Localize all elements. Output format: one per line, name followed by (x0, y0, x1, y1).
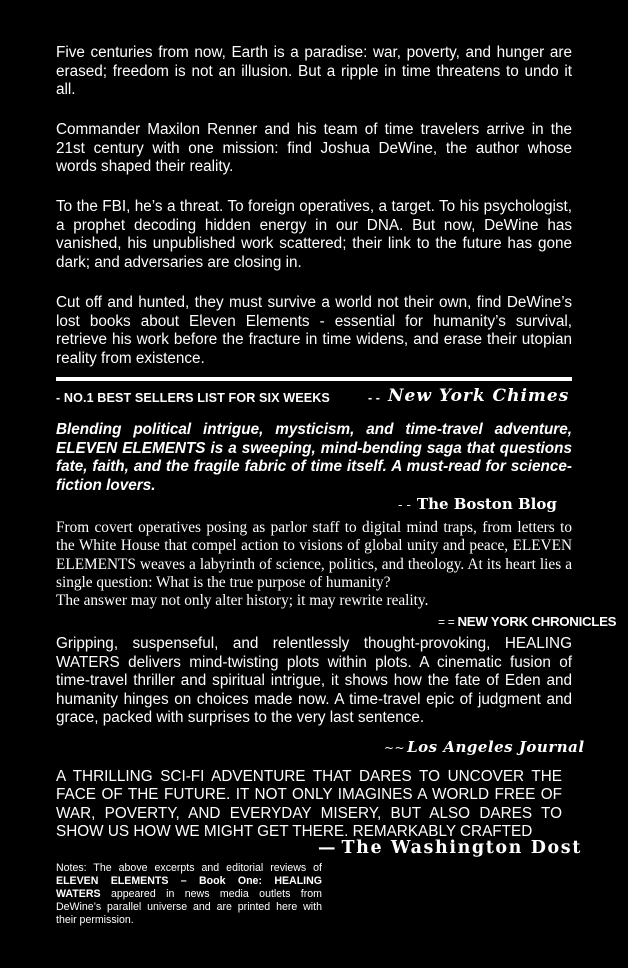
review-attribution-boston (398, 495, 557, 513)
synopsis-paragraph-4: Cut off and hunted, they must survive a world not their own, find DeWine’s lost books about Eleven Elements - essential for humanity’s survival, retrieve his work before the fracture in time widens, and erase their utopian reality from existence. (56, 294, 572, 367)
review-quote-chronicles-body: From covert operatives posing as parlor staff to digital mind traps, from letters to the White House that compel action to visions of global unity and peace, ELEVEN ELEMENTS weaves a labyrinth of science, politics, and theology. At its heart lies a single question: What is the true purpose of humanity? (56, 519, 572, 591)
notes-text-2: appeared in news media outlets from DeWine’s parallel universe and are printed here with their permission. (56, 888, 322, 926)
attribution-dashes: ~~ (384, 741, 406, 755)
divider-rule (56, 377, 572, 381)
attribution-outlet: The Boston Blog (416, 495, 557, 513)
review-quote-chronicles-last: The answer may not only alter history; it may rewrite reality. (56, 592, 429, 610)
synopsis-paragraph-3: To the FBI, he’s a threat. To foreign operatives, a target. To his psychologist, a prophet decoding hidden energy in our DNA. But now, DeWine has vanished, his unpublished work scattered; their link to the future has gone dark; and adversaries are closing in. (56, 198, 572, 271)
attribution-dashes: - - (398, 498, 411, 513)
review-attribution-washington (318, 838, 582, 858)
attribution-outlet: Los Angeles Journal (407, 738, 585, 756)
review-quote-chronicles (56, 519, 572, 610)
synopsis-paragraph-1: Five centuries from now, Earth is a paradise: war, poverty, and hunger are erased; freedom is not an illusion. But a ripple in time threatens to undo it all. (56, 44, 572, 99)
attribution-dashes: = = (438, 615, 455, 629)
bestseller-text: - NO.1 BEST SELLERS LIST FOR SIX WEEKS (56, 391, 330, 405)
bestseller-outlet: New York Chimes (388, 386, 570, 406)
review-quote-la: Gripping, suspenseful, and relentlessly thought-provoking, HEALING WATERS delivers mind-twisting plots within plots. A cinematic fusion of time-travel thriller and spiritual intrigue, it shows how the fate of Eden and humanity hinges on choices made now. A time-travel epic of judgment and grace, packed with surprises to the very last sentence. (56, 635, 572, 727)
attribution-dashes: — (318, 838, 336, 858)
review-quote-washington: A THRILLING SCI-FI ADVENTURE THAT DARES TO UNCOVER THE FACE OF THE FUTURE. IT NOT ONLY IMAGINES A WORLD FREE OF WAR, POVERTY, AND EVERYDAY MISERY, BUT ALSO DARES TO SHOW US HOW WE MIGHT GET THERE. REMARKABLY CRAFTED (56, 768, 562, 840)
notes-text-1: Notes: The above excerpts and editorial reviews of (56, 862, 322, 874)
permission-notes (56, 862, 322, 927)
synopsis-paragraph-2: Commander Maxilon Renner and his team of time travelers arrive in the 21st century with one mission: find Joshua DeWine, the author whose words shaped their reality. (56, 121, 572, 176)
review-attribution-la (384, 738, 585, 756)
review-attribution-chronicles (438, 614, 616, 629)
attribution-outlet: NEW YORK CHRONICLES (457, 614, 617, 629)
review-quote-boston: Blending political intrigue, mysticism, and time-travel adventure, ELEVEN ELEMENTS is a sweeping, mind-bending saga that questions fate, faith, and the fragile fabric of time itself. A must-read for science-fiction lovers. (56, 421, 572, 494)
bestseller-banner (56, 388, 572, 410)
bestseller-dashes: - - (368, 391, 380, 405)
notes-book-title: ELEVEN ELEMENTS – Book One: HEALING WATERS (56, 875, 322, 900)
attribution-outlet: The Washington Dost (341, 838, 582, 858)
